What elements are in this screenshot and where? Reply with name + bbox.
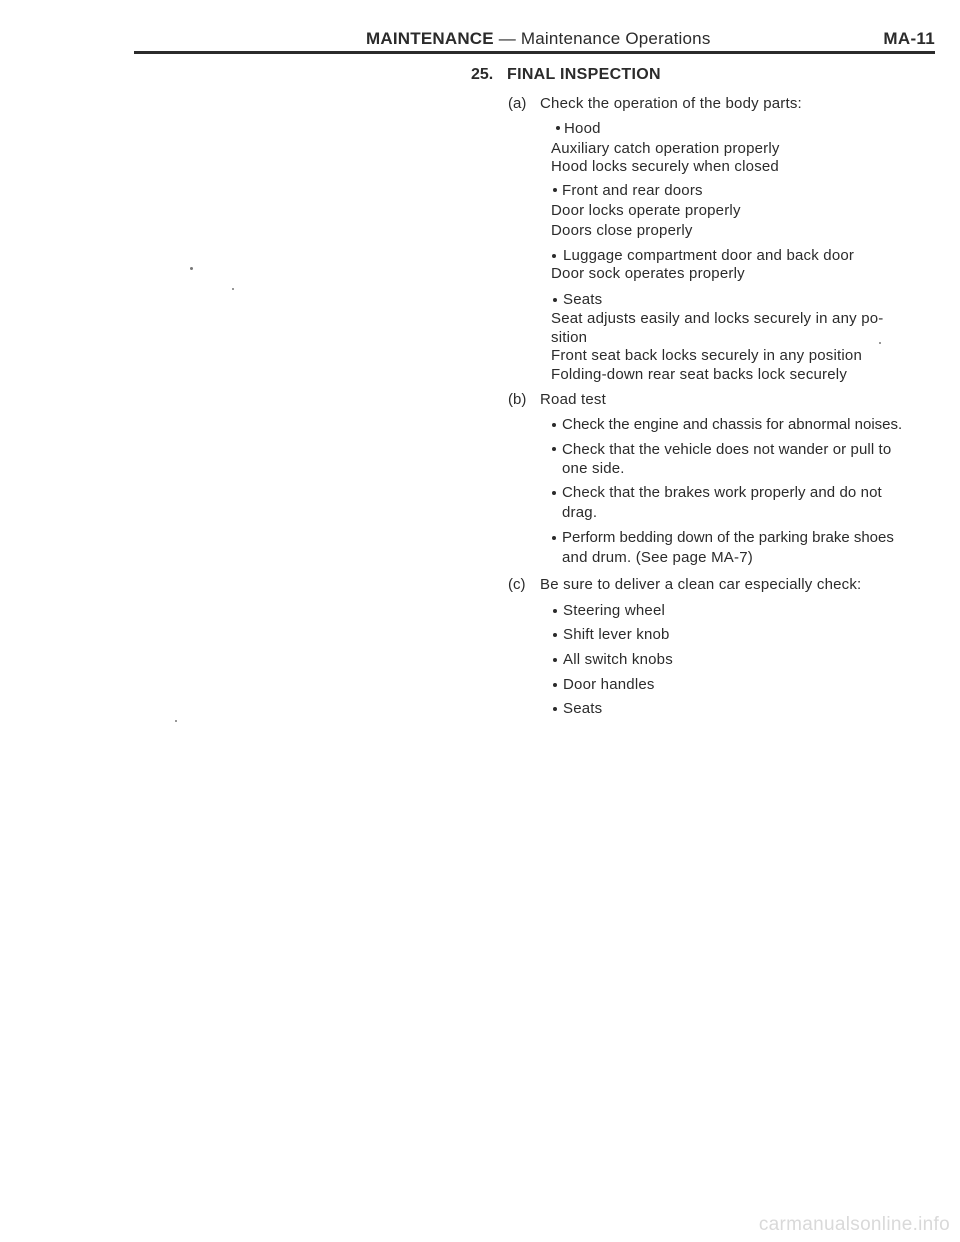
bullet-icon	[553, 298, 557, 302]
step-c-marker: (c)	[508, 576, 526, 593]
bullet-icon	[552, 536, 556, 540]
list-item: Perform bedding down of the parking brake shoes	[562, 529, 894, 546]
list-item: All switch knobs	[563, 651, 673, 668]
list-item-detail: Doors close properly	[551, 222, 693, 239]
section-number: 25.	[471, 66, 494, 83]
list-item: Front and rear doors	[562, 182, 703, 199]
list-item: Seats	[563, 700, 603, 717]
list-item-detail: drag.	[562, 504, 598, 521]
bullet-icon	[553, 658, 557, 662]
list-item-detail: sition	[551, 329, 588, 346]
step-b-text: Road test	[540, 391, 607, 408]
step-a-text: Check the operation of the body parts:	[540, 95, 802, 112]
list-item: Hood	[564, 120, 601, 137]
header-subsection: Maintenance Operations	[520, 29, 711, 48]
step-b-marker: (b)	[508, 391, 527, 408]
list-item: Steering wheel	[563, 602, 666, 619]
scan-speck	[232, 288, 234, 290]
header-separator: —	[498, 29, 516, 48]
bullet-icon	[556, 126, 560, 130]
list-item-detail: Hood locks securely when closed	[551, 158, 779, 175]
list-item: Seats	[563, 291, 603, 308]
header-title	[366, 29, 711, 49]
list-item-detail: Auxiliary catch operation properly	[551, 140, 780, 157]
list-item: Check that the brakes work properly and do not	[562, 484, 882, 501]
bullet-icon	[553, 683, 557, 687]
list-item: Luggage compartment door and back door	[563, 247, 855, 264]
bullet-icon	[553, 188, 557, 192]
list-item-detail: and drum. (See page MA-7)	[562, 549, 753, 566]
list-item: Shift lever knob	[563, 626, 670, 643]
page-header	[134, 24, 935, 52]
header-rule	[134, 51, 935, 54]
list-item-detail: Front seat back locks securely in any position	[551, 347, 863, 364]
list-item-detail: Door sock operates properly	[551, 265, 745, 282]
section-title: FINAL INSPECTION	[507, 66, 661, 83]
bullet-icon	[553, 609, 557, 613]
list-item: Check the engine and chassis for abnormal noises.	[562, 416, 903, 433]
list-item-detail: Seat adjusts easily and locks securely in any po-	[551, 310, 884, 327]
list-item-detail: Door locks operate properly	[551, 202, 741, 219]
list-item: Check that the vehicle does not wander or pull to	[562, 441, 892, 458]
scan-speck	[190, 267, 193, 270]
scan-speck	[175, 720, 177, 722]
scan-speck	[879, 342, 881, 344]
bullet-icon	[553, 633, 557, 637]
step-c-text: Be sure to deliver a clean car especially check:	[540, 576, 862, 593]
list-item-detail: Folding-down rear seat backs lock securely	[551, 366, 848, 383]
page-number: MA-11	[883, 29, 935, 48]
bullet-icon	[553, 707, 557, 711]
list-item: Door handles	[563, 676, 655, 693]
bullet-icon	[552, 491, 556, 495]
bullet-icon	[552, 423, 556, 427]
list-item-detail: one side.	[562, 460, 625, 477]
bullet-icon	[552, 254, 556, 258]
bullet-icon	[552, 447, 556, 451]
header-section: MAINTENANCE	[366, 29, 494, 48]
step-a-marker: (a)	[508, 95, 527, 112]
footer-watermark: carmanualsonline.info	[758, 1214, 950, 1235]
